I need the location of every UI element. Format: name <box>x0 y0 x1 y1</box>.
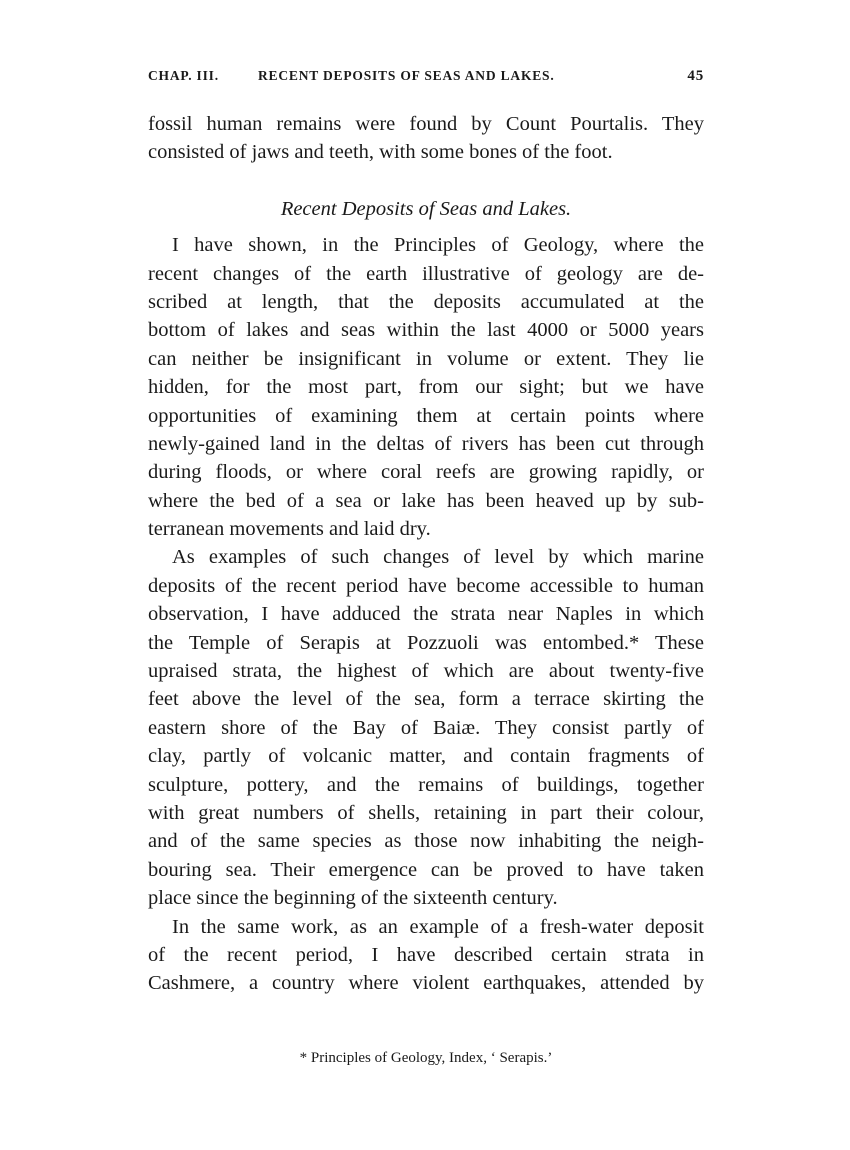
text-line: upraised strata, the highest of which are about twenty-five <box>148 660 704 683</box>
text-line: hidden, for the most part, from our sight; but we have <box>148 376 704 399</box>
page-number: 45 <box>687 68 704 84</box>
text-line: opportunities of examining them at certain points where <box>148 404 704 427</box>
text-line: clay, partly of volcanic matter, and contain fragments of <box>148 745 704 768</box>
text-line: and of the same species as those now inhabiting the neigh- <box>148 830 704 853</box>
footnote: * Principles of Geology, Index, ‘ Serapis.’ <box>299 1050 553 1066</box>
text-line: consisted of jaws and teeth, with some bones of the foot. <box>148 141 613 164</box>
text-line: feet above the level of the sea, form a terrace skirting the <box>148 688 704 711</box>
text-line: place since the beginning of the sixteenth century. <box>148 887 558 910</box>
text-line: Cashmere, a country where violent earthquakes, attended by <box>148 972 704 995</box>
text-line: newly-gained land in the deltas of rivers has been cut through <box>148 432 704 455</box>
running-title: RECENT DEPOSITS OF SEAS AND LAKES. <box>258 68 555 83</box>
text-line: fossil human remains were found by Count Pourtalis. They <box>148 113 704 135</box>
chapter-label: CHAP. III. <box>148 68 219 83</box>
text-line: observation, I have adduced the strata near Naples in which <box>148 603 704 626</box>
text-line: bottom of lakes and seas within the last 4000 or 5000 years <box>148 319 704 342</box>
text-line: during floods, or where coral reefs are growing rapidly, or <box>148 461 704 484</box>
running-head <box>148 64 704 88</box>
text-line: As examples of such changes of level by which marine <box>172 546 704 569</box>
text-line: where the bed of a sea or lake has been heaved up by sub- <box>148 489 704 512</box>
text-line: eastern shore of the Bay of Baiæ. They consist partly of <box>148 716 704 739</box>
body-text <box>148 110 704 998</box>
text-line: recent changes of the earth illustrative of geology are de- <box>148 262 704 285</box>
text-line: of the recent period, I have described certain strata in <box>148 943 704 966</box>
text-line: can neither be insignificant in volume or extent. They lie <box>148 347 704 370</box>
text-line: In the same work, as an example of a fresh-water deposit <box>172 915 704 938</box>
text-line: terranean movements and laid dry. <box>148 518 431 541</box>
text-line: I have shown, in the Principles of Geology, where the <box>172 234 704 257</box>
text-line: sculpture, pottery, and the remains of buildings, together <box>148 773 704 796</box>
text-line: scribed at length, that the deposits accumulated at the <box>148 290 704 313</box>
text-line: with great numbers of shells, retaining in part their colour, <box>148 801 704 824</box>
text-line: the Temple of Serapis at Pozzuoli was entombed.* These <box>148 631 704 654</box>
text-line: bouring sea. Their emergence can be proved to have taken <box>148 858 704 881</box>
text-line: deposits of the recent period have become accessible to human <box>148 574 704 597</box>
section-heading: Recent Deposits of Seas and Lakes. <box>280 197 572 220</box>
